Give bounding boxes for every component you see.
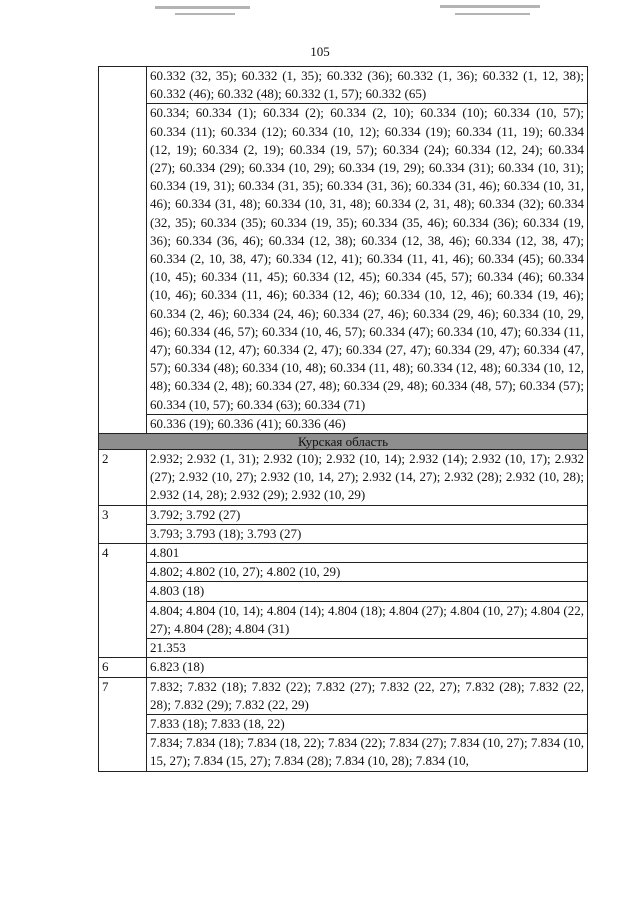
region-title: Курская область	[99, 434, 588, 450]
table-row	[99, 505, 588, 524]
table-row	[99, 104, 588, 414]
row-text: 7.832; 7.832 (18); 7.832 (22); 7.832 (27); 7.832 (22, 27); 7.832 (28); 7.832 (22, 28); 7.832 (29); 7.832 (22, 29)	[147, 677, 588, 714]
row-number: 4	[99, 544, 147, 658]
row-text: 60.336 (19); 60.336 (41); 60.336 (46)	[147, 414, 588, 433]
row-text: 6.823 (18)	[147, 658, 588, 677]
table-row	[99, 601, 588, 638]
scan-artifacts	[0, 0, 640, 22]
row-text: 4.801	[147, 544, 588, 563]
row-text: 60.332 (32, 35); 60.332 (1, 35); 60.332 (36); 60.332 (1, 36); 60.332 (1, 12, 38); 60.332 (46); 60.332 (48); 60.332 (1, 57); 60.332 (65)	[147, 67, 588, 104]
table-row	[99, 450, 588, 506]
page-number: 105	[310, 44, 330, 59]
table-row	[99, 677, 588, 714]
row-text: 4.803 (18)	[147, 582, 588, 601]
table-row	[99, 544, 588, 563]
data-table	[98, 66, 588, 772]
row-number: 3	[99, 505, 147, 543]
table-row	[99, 524, 588, 543]
row-text: 21.353	[147, 639, 588, 658]
region-header-row	[99, 434, 588, 450]
row-text: 7.833 (18); 7.833 (18, 22)	[147, 714, 588, 733]
row-text: 60.334; 60.334 (1); 60.334 (2); 60.334 (2, 10); 60.334 (10); 60.334 (10, 57); 60.334 (11); 60.334 (12); 60.334 (10, 12); 60.334 (19); 60.334 (11, 19); 60.334 (12, 19); 60.334 (2, 19); 60.334 (19, 57); 60.334 (24); 60.334 (12, 24); 60.334 (27); 60.334 (29); 60.334 (10, 29); 60.334 (19, 29); 60.334 (31); 60.334 (10, 31); 60.334 (19, 31); 60.334 (31, 35); 60.334 (31, 36); 60.334 (31, 46); 60.334 (10, 31, 46); 60.334 (31, 48); 60.334 (10, 31, 48); 60.334 (2, 31, 48); 60.334 (32); 60.334 (32, 35); 60.334 (35); 60.334 (19, 35); 60.334 (35, 46); 60.334 (36); 60.334 (19, 36); 60.334 (36, 46); 60.334 (12, 38); 60.334 (12, 38, 46); 60.334 (12, 38, 47); 60.334 (2, 10, 38, 47); 60.334 (12, 41); 60.334 (11, 41, 46); 60.334 (45); 60.334 (10, 45); 60.334 (11, 45); 60.334 (12, 45); 60.334 (45, 57); 60.334 (46); 60.334 (10, 46); 60.334 (11, 46); 60.334 (12, 46); 60.334 (10, 12, 46); 60.334 (19, 46); 60.334 (2, 46); 60.334 (24, 46); 60.334 (27, 46); 60.334 (29, 46); 60.334 (10, 29, 46); 60.334 (46, 57); 60.334 (10, 46, 57); 60.334 (47); 60.334 (10, 47); 60.334 (11, 47); 60.334 (12, 47); 60.334 (2, 47); 60.334 (27, 47); 60.334 (29, 47); 60.334 (47, 57); 60.334 (48); 60.334 (10, 48); 60.334 (11, 48); 60.334 (12, 48); 60.334 (10, 12, 48); 60.334 (2, 48); 60.334 (27, 48); 60.334 (29, 48); 60.334 (48, 57); 60.334 (57); 60.334 (10, 57); 60.334 (63); 60.334 (71)	[147, 104, 588, 414]
row-number: 2	[99, 450, 147, 506]
row-number: 6	[99, 658, 147, 677]
table-row	[99, 414, 588, 433]
table-row	[99, 658, 588, 677]
row-text: 3.792; 3.792 (27)	[147, 505, 588, 524]
table-row	[99, 639, 588, 658]
row-text: 2.932; 2.932 (1, 31); 2.932 (10); 2.932 (10, 14); 2.932 (14); 2.932 (10, 17); 2.932 (27); 2.932 (10, 27); 2.932 (10, 14, 27); 2.932 (14, 27); 2.932 (28); 2.932 (10, 28); 2.932 (14, 28); 2.932 (29); 2.932 (10, 29)	[147, 450, 588, 506]
row-text: 4.802; 4.802 (10, 27); 4.802 (10, 29)	[147, 563, 588, 582]
row-number	[99, 67, 147, 434]
table-row	[99, 67, 588, 104]
row-text: 4.804; 4.804 (10, 14); 4.804 (14); 4.804 (18); 4.804 (27); 4.804 (10, 27); 4.804 (22, 27); 4.804 (28); 4.804 (31)	[147, 601, 588, 638]
table-row	[99, 734, 588, 771]
table-row	[99, 582, 588, 601]
row-text: 7.834; 7.834 (18); 7.834 (18, 22); 7.834 (22); 7.834 (27); 7.834 (10, 27); 7.834 (10, 15, 27); 7.834 (15, 27); 7.834 (28); 7.834 (10, 28); 7.834 (10,	[147, 734, 588, 771]
row-number: 7	[99, 677, 147, 771]
row-text: 3.793; 3.793 (18); 3.793 (27)	[147, 524, 588, 543]
table-row	[99, 714, 588, 733]
table-row	[99, 563, 588, 582]
